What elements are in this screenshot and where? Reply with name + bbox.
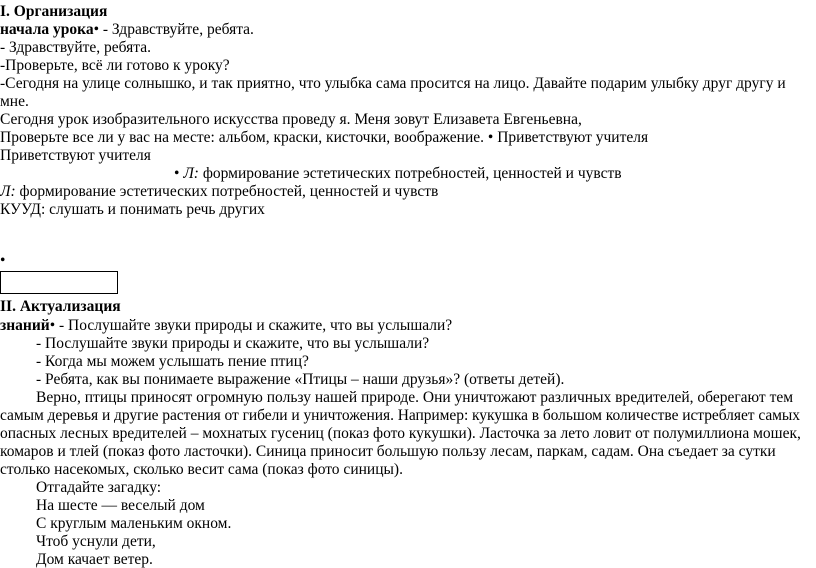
section2-heading-cont: знаний	[0, 317, 50, 334]
bullet-icon: •	[0, 252, 6, 269]
text-line: - Ребята, как вы понимаете выражение «Птицы – наши друзья»? (ответы детей).	[36, 371, 565, 388]
text-line: КУУД: слушать и понимать речь других	[0, 201, 265, 218]
section1-heading: I. Организация	[0, 3, 108, 20]
text-line: -Сегодня на улице солнышко, и так приятно, что улыбка сама просится на лицо. Давайте подарим улыбку друг другу и	[0, 75, 786, 92]
text-line: - Когда мы можем услышать пение птиц?	[36, 353, 309, 370]
section1-heading-cont: начала урока	[0, 21, 94, 38]
text-line: - Послушайте звуки природы и скажите, что вы услышали?	[36, 335, 430, 352]
section2-heading: II. Актуализация	[0, 298, 121, 315]
section2-line2: знаний• - Послушайте звуки природы и скажите, что вы услышали?	[0, 317, 453, 334]
section1-line2: начала урока• - Здравствуйте, ребята.	[0, 21, 254, 38]
bullet-icon: •	[487, 129, 494, 146]
paragraph-line: опасных лесных вредителей – мохнатых гусениц (показ фото кукушки). Ласточка за лето ловит от полумиллиона мошек,	[0, 425, 801, 442]
text-line: мне.	[0, 93, 29, 110]
text-line: Сегодня урок изобразительного искусства проведу я. Меня зовут Елизавета Евгеньевна,	[0, 111, 582, 128]
text-line: Проверьте все ли у вас на месте: альбом, краски, кисточки, воображение. • Приветствуют учителя	[0, 129, 649, 146]
riddle-line: На шесте — веселый дом	[36, 497, 205, 514]
riddle-line: С круглым маленьким окном.	[36, 515, 232, 532]
riddle-line: Дом качает ветер.	[36, 551, 153, 568]
text-line: -Проверьте, всё ли готово к уроку?	[0, 57, 230, 74]
paragraph-line: комаров и тлей (показ фото ласточки). Синица приносит большую пользу лесам, паркам, садам. Она съедает за сутки	[0, 443, 776, 460]
bullet-icon: •	[49, 317, 56, 334]
bullet-icon: •	[93, 21, 100, 38]
text-line: Л: формирование эстетических потребностей, ценностей и чувств	[0, 183, 439, 200]
text-line: - Здравствуйте, ребята.	[0, 39, 152, 56]
paragraph-line: столько насекомых, сколько весит сама (показ фото синицы).	[0, 461, 403, 478]
riddle-line: Чтоб уснули дети,	[36, 533, 156, 550]
empty-box	[0, 271, 118, 294]
bullet-icon: •	[174, 165, 180, 182]
paragraph-line: самым деревья и другие растения от гибели и уничтожения. Например: кукушка в большом количестве истребляет самых	[0, 407, 801, 424]
text-line: Приветствуют учителя	[0, 147, 151, 164]
text-line: • Л: формирование эстетических потребностей, ценностей и чувств	[174, 165, 622, 182]
riddle-intro: Отгадайте загадку:	[36, 479, 162, 496]
paragraph-line: Верно, птицы приносят огромную пользу нашей природе. Они уничтожают различных вредителей, оберегают тем	[36, 389, 794, 406]
